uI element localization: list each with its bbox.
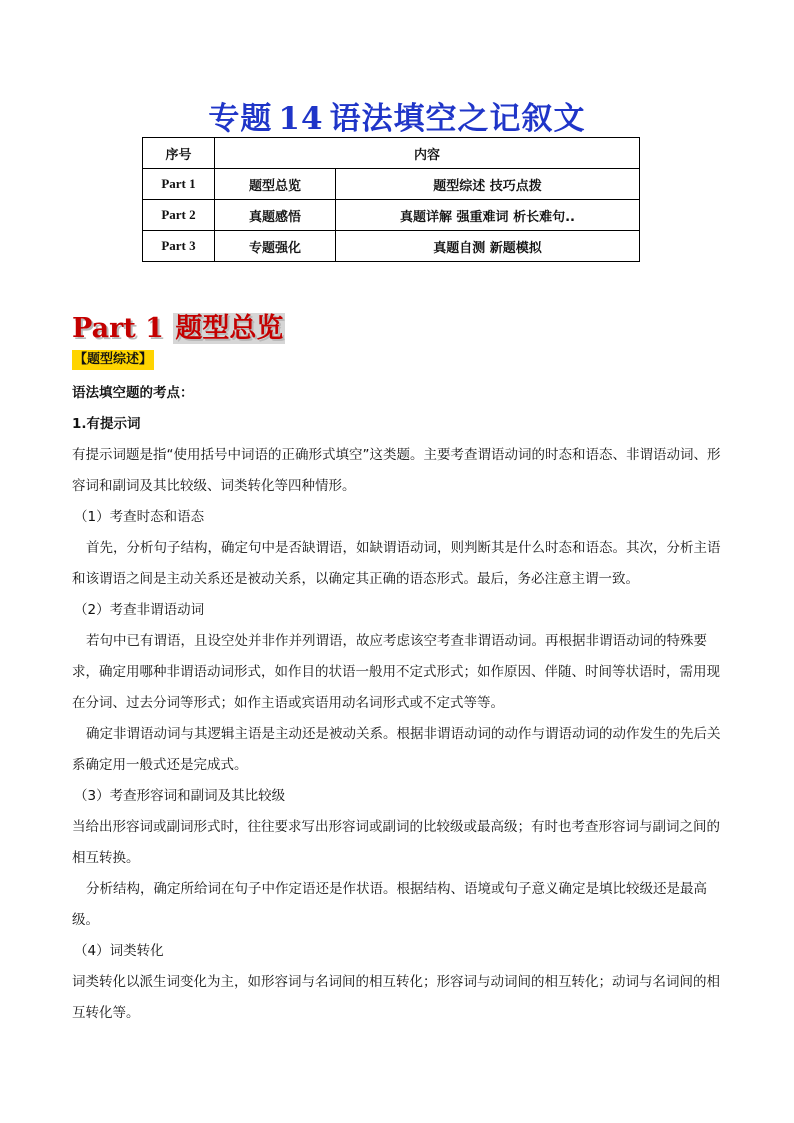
paragraph: 当给出形容词或副词形式时，往往要求写出形容词或副词的比较级或最高级；有时也考查形容词与副词之间的相互转换。	[72, 819, 720, 866]
paragraph: 分析结构，确定所给词在句子中作定语还是作状语。根据结构、语境或句子意义确定是填比较级还是最高级。	[72, 881, 707, 928]
table-cell-desc: 真题详解 强重难词 析长难句..	[336, 200, 640, 231]
subheading-nonfinite: （2）考查非谓语动词	[74, 602, 205, 618]
table-row	[143, 200, 640, 231]
table-cell-part: Part 2	[143, 200, 215, 231]
table-cell-part: Part 1	[143, 169, 215, 200]
body-content	[72, 378, 724, 1029]
table-header-cell: 序号	[143, 138, 215, 169]
table-cell-name: 真题感悟	[215, 200, 336, 231]
paragraph: 词类转化以派生词变化为主，如形容词与名词间的相互转化；形容词与动词间的相互转化；动词与名词间的相互转化等。	[72, 974, 720, 1021]
heading-hint-words: 1.有提示词	[72, 416, 141, 432]
paragraph: 有提示词题是指“使用括号中词语的正确形式填空”这类题。主要考查谓语动词的时态和语态、非谓语动词、形容词和副词及其比较级、词类转化等四种情形。	[72, 447, 721, 494]
part1-label: Part 1	[72, 313, 164, 344]
table-header-cell: 内容	[215, 138, 640, 169]
part1-heading	[72, 306, 285, 345]
paragraph: 确定非谓语动词与其逻辑主语是主动还是被动关系。根据非谓语动词的动作与谓语动词的动作发生的先后关系确定用一般式还是完成式。	[72, 726, 721, 773]
contents-table	[142, 137, 640, 262]
table-cell-name: 题型总览	[215, 169, 336, 200]
table-row	[143, 231, 640, 262]
section-tag: 【题型综述】	[72, 350, 154, 370]
document-title	[0, 93, 794, 138]
intro-text: 语法填空题的考点：	[72, 385, 194, 401]
table-cell-desc: 题型综述 技巧点拨	[336, 169, 640, 200]
table-row	[143, 169, 640, 200]
subheading-tense-voice: （1）考查时态和语态	[74, 509, 205, 525]
table-cell-name: 专题强化	[215, 231, 336, 262]
table-header-row	[143, 138, 640, 169]
part1-title: 题型总览	[175, 313, 284, 344]
paragraph: 若句中已有谓语，且设空处并非作并列谓语，故应考虑该空考查非谓语动词。再根据非谓语动词的特殊要求，确定用哪种非谓语动词形式，如作目的状语一般用不定式形式；如作原因、伴随、时间等状语时，需用现在分词、过去分词等形式；如作主语或宾语用动名词形式或不定式等等。	[72, 633, 720, 711]
subheading-word-class: （4）词类转化	[74, 943, 164, 959]
title-number: 14	[278, 101, 324, 137]
table-cell-part: Part 3	[143, 231, 215, 262]
table-cell-desc: 真题自测 新题模拟	[336, 231, 640, 262]
paragraph: 首先，分析句子结构，确定句中是否缺谓语，如缺谓语动词，则判断其是什么时态和语态。其次，分析主语和该谓语之间是主动关系还是被动关系，以确定其正确的语态形式。最后，务必注意主谓一致。	[72, 540, 721, 587]
title-text: 语法填空之记叙文	[329, 101, 586, 137]
title-prefix: 专题	[208, 101, 273, 137]
subheading-adj-adv: （3）考查形容词和副词及其比较级	[74, 788, 286, 804]
